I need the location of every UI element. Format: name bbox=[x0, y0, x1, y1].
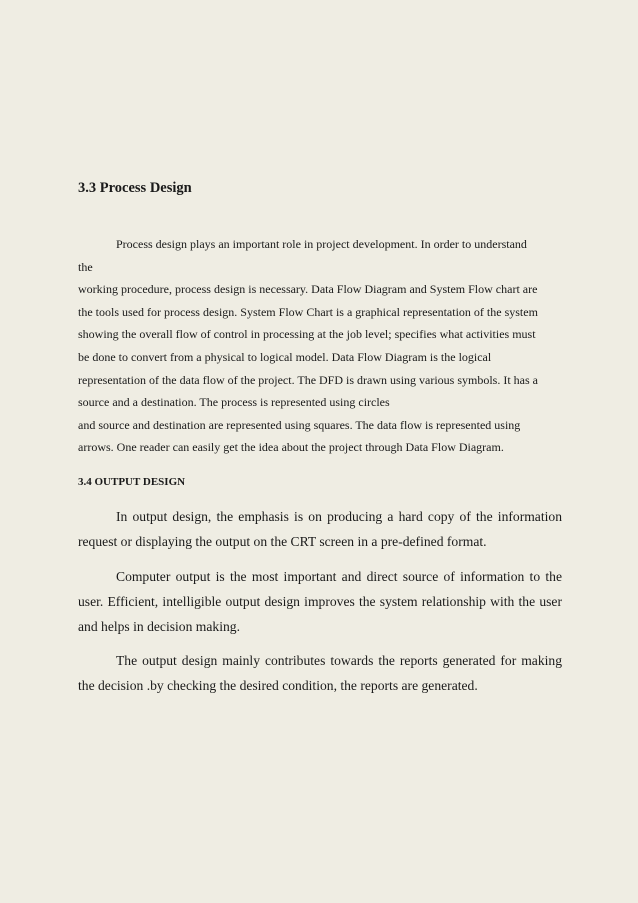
paragraph-line: representation of the data flow of the project. The DFD is drawn using various symbols. It has a bbox=[78, 372, 539, 387]
process-design-paragraph bbox=[78, 233, 564, 459]
paragraph-line: user. Efficient, intelligible output design improves the system relationship with the user bbox=[78, 594, 562, 609]
paragraph-line: showing the overall flow of control in processing at the job level; specifies what activities must bbox=[78, 327, 536, 342]
section-heading-process-design: 3.3 Process Design bbox=[78, 180, 192, 196]
output-design-paragraph-1 bbox=[78, 504, 562, 554]
paragraph-line: Computer output is the most important and direct source of information to the bbox=[116, 569, 562, 584]
paragraph-line: The output design mainly contributes towards the reports generated for making bbox=[116, 653, 562, 668]
paragraph-line: request or displaying the output on the CRT screen in a pre-defined format. bbox=[78, 534, 487, 549]
paragraph-line: working procedure, process design is necessary. Data Flow Diagram and System Flow chart are bbox=[78, 282, 538, 297]
output-design-paragraph-3 bbox=[78, 648, 562, 698]
paragraph-line: the bbox=[78, 259, 93, 274]
paragraph-line: and helps in decision making. bbox=[78, 619, 240, 634]
section-heading-output-design: 3.4 OUTPUT DESIGN bbox=[78, 476, 186, 488]
paragraph-line: In output design, the emphasis is on producing a hard copy of the information bbox=[116, 509, 562, 524]
paragraph-line: Process design plays an important role in project development. In order to understand bbox=[116, 237, 527, 251]
paragraph-line: and source and destination are represented using squares. The data flow is represented using bbox=[78, 417, 521, 432]
paragraph-line: the decision .by checking the desired condition, the reports are generated. bbox=[78, 678, 478, 693]
paragraph-line: arrows. One reader can easily get the idea about the project through Data Flow Diagram. bbox=[78, 440, 504, 455]
paragraph-line: source and a destination. The process is represented using circles bbox=[78, 395, 390, 410]
paragraph-line: be done to convert from a physical to logical model. Data Flow Diagram is the logical bbox=[78, 349, 492, 364]
output-design-paragraph-2 bbox=[78, 564, 562, 639]
paragraph-line: the tools used for process design. System Flow Chart is a graphical representation of the system bbox=[78, 304, 538, 319]
